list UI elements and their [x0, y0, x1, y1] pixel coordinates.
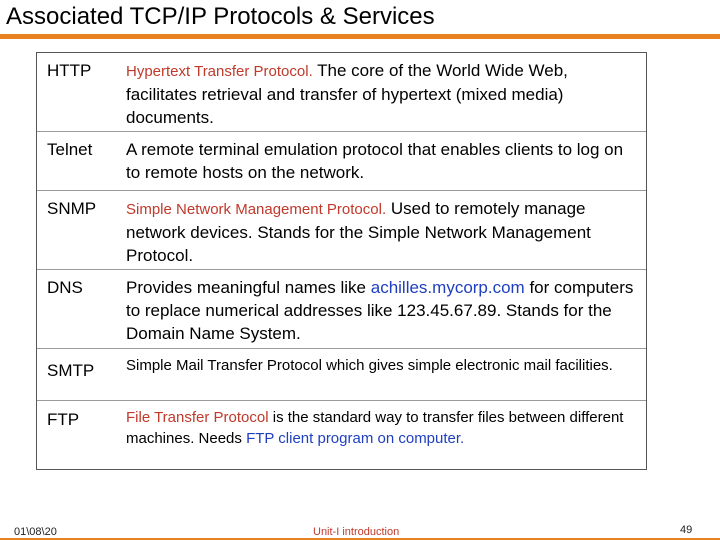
- description-text: Used to remotely manage network devices. Stands for the Simple Network Management Protocol.: [126, 199, 591, 265]
- description-text: Provides meaningful names like: [126, 278, 371, 297]
- footer-date: 01\08\20: [14, 526, 57, 538]
- client-requirement: FTP client program on computer.: [246, 430, 465, 447]
- example-hostname: achilles.mycorp.com: [370, 278, 525, 297]
- protocol-description: [126, 276, 641, 345]
- page-number: 49: [680, 524, 693, 536]
- protocol-name: SMTP: [47, 361, 95, 380]
- table-row-snmp: [37, 191, 646, 270]
- protocol-name: Telnet: [47, 140, 93, 159]
- protocol-description: [126, 407, 641, 449]
- protocols-table: [36, 52, 647, 470]
- protocol-name: DNS: [47, 278, 83, 297]
- table-row-smtp: [37, 349, 646, 401]
- footer-title: Unit-I introduction: [313, 526, 400, 538]
- protocol-name: HTTP: [47, 61, 92, 80]
- protocol-fullname: Simple Network Management Protocol.: [126, 201, 387, 218]
- protocol-description: A remote terminal emulation protocol that enables clients to log on to remote hosts on the network.: [126, 140, 624, 182]
- table-row-ftp: [37, 401, 646, 469]
- protocol-name: FTP: [47, 410, 80, 429]
- description-text: is the standard way to transfer files between different machines. Needs: [126, 409, 624, 447]
- table-row-dns: [37, 270, 646, 349]
- slide-title: Associated TCP/IP Protocols & Services: [6, 3, 435, 30]
- description-text: for computers to replace numerical addresses like 123.45.67.89. Stands for the Domain Name System.: [126, 278, 634, 343]
- protocol-fullname: File Transfer Protocol: [126, 409, 269, 426]
- title-rule: [0, 34, 720, 39]
- table-row-http: [37, 53, 646, 132]
- protocol-description: Simple Mail Transfer Protocol which gives simple electronic mail facilities.: [126, 357, 613, 374]
- protocol-description: [126, 59, 641, 129]
- protocol-fullname: Hypertext Transfer Protocol.: [126, 63, 313, 80]
- protocol-description: [126, 197, 641, 267]
- description-text: The core of the World Wide Web, facilitates retrieval and transfer of hypertext (mixed media) documents.: [126, 61, 568, 127]
- protocol-name: SNMP: [47, 199, 97, 218]
- table-row-telnet: [37, 132, 646, 191]
